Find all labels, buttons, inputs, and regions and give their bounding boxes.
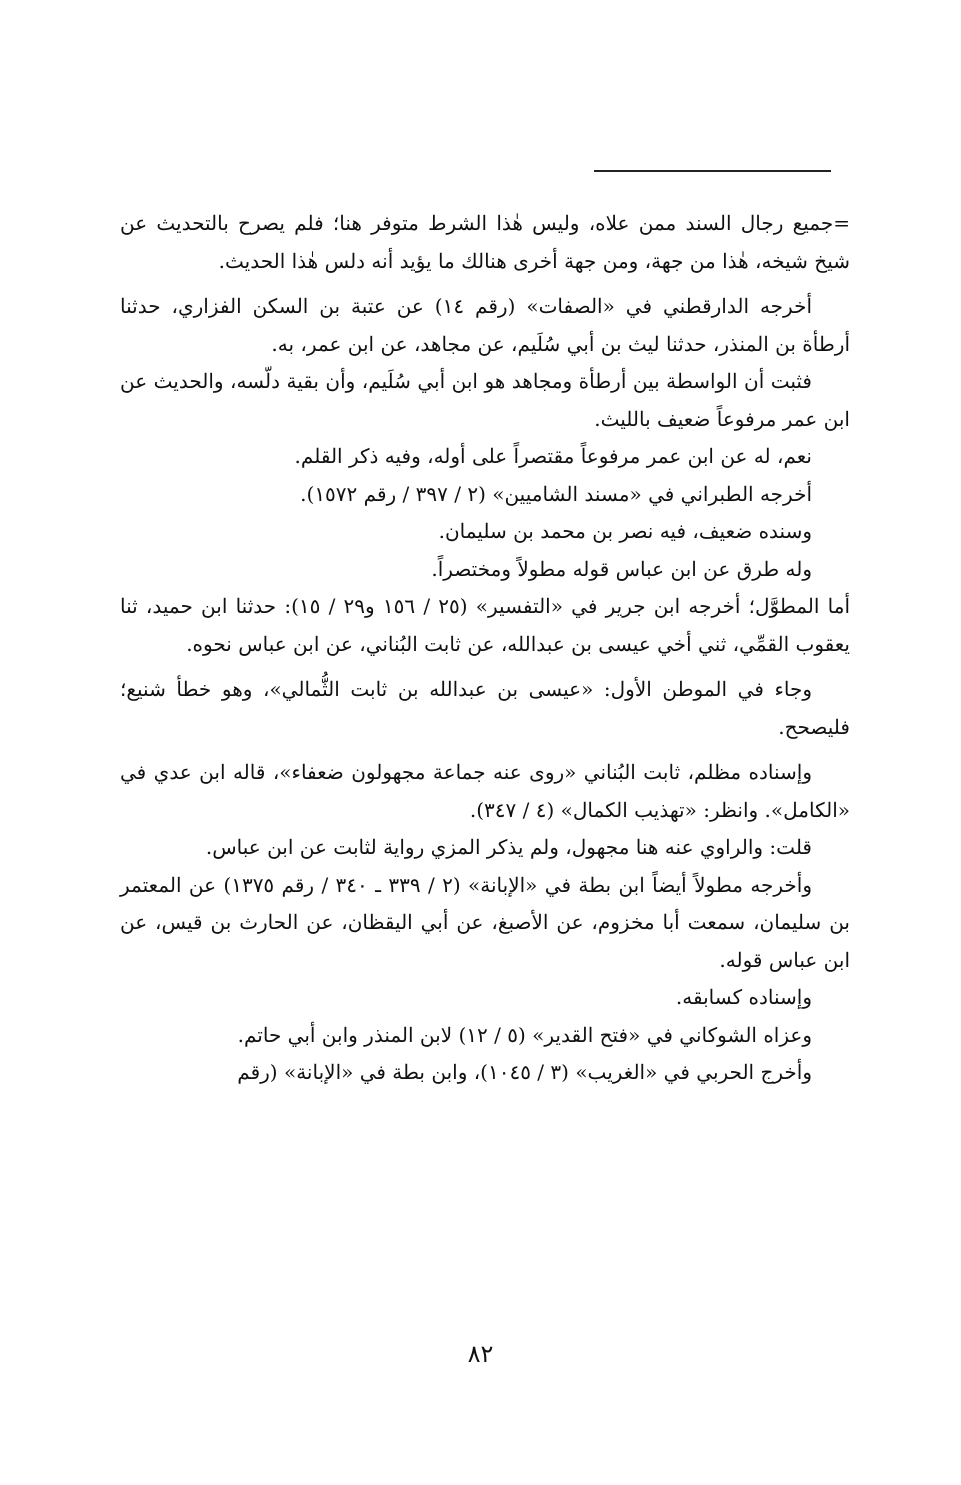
page-number: ٨٢ bbox=[467, 1340, 494, 1368]
footnote-paragraph: قلت: والراوي عنه هنا مجهول، ولم يذكر المزي رواية لثابت عن ابن عباس. bbox=[205, 835, 812, 859]
footnote-paragraph: أخرجه الطبراني في «مسند الشاميين» (٢ / ٣٩٧ / رقم ١٥٧٢). bbox=[300, 481, 812, 506]
footnote-block bbox=[120, 205, 850, 1092]
footnote-paragraph: وإسناده مظلم، ثابت البُناني «روى عنه جماعة مجهولون ضعفاء»، قاله ابن عدي في «الكامل». وانظر: «تهذيب الكمال» (٤ / ٣٤٧). bbox=[120, 760, 850, 822]
footnote-paragraph: وعزاه الشوكاني في «فتح القدير» (٥ / ١٢) لابن المنذر وابن أبي حاتم. bbox=[237, 1022, 812, 1047]
footnote-paragraph: وله طرق عن ابن عباس قوله مطولاً ومختصراً. bbox=[431, 556, 812, 581]
footnote-separator-rule bbox=[594, 170, 831, 172]
footnote-paragraph: وأخرجه مطولاً أيضاً ابن بطة في «الإبانة» (٢ / ٣٣٩ ـ ٣٤٠ / رقم ١٣٧٥) عن المعتمر بن سليمان، سمعت أبا مخزوم، عن الأصبغ، عن أبي اليقظان، عن الحارث بن قيس، عن ابن عباس قوله. bbox=[120, 872, 850, 972]
footnote-paragraph: نعم، له عن ابن عمر مرفوعاً مقتصراً على أوله، وفيه ذكر القلم. bbox=[294, 444, 812, 468]
footnote-paragraph: فثبت أن الواسطة بين أرطأة ومجاهد هو ابن أبي سُلَيم، وأن بقية دلّسه، والحديث عن ابن عمر مرفوعاً ضعيف بالليث. bbox=[120, 369, 850, 431]
footnote-paragraph: وجاء في الموطن الأول: «عيسى بن عبدالله بن ثابت الثُّمالي»، وهو خطأ شنيع؛ فليصحح. bbox=[120, 677, 850, 739]
footnote-paragraph: أخرجه الدارقطني في «الصفات» (رقم ١٤) عن عتبة بن السكن الفزاري، حدثنا أرطأة بن المنذر، حدثنا ليث بن أبي سُلَيم، عن مجاهد، عن ابن عمر، به. bbox=[120, 294, 850, 356]
footnote-paragraph: وأخرج الحربي في «الغريب» (٣ / ١٠٤٥)، وابن بطة في «الإبانة» (رقم bbox=[237, 1060, 812, 1084]
footnote-paragraph: وإسناده كسابقه. bbox=[675, 985, 812, 1009]
footnote-continuation: =جميع رجال السند ممن علاه، وليس هٰذا الشرط متوفر هنا؛ فلم يصرح بالتحديث عن شيخ شيخه، هٰذا من جهة، ومن جهة أخرى هنالك ما يؤيد أنه دلس هٰذا الحديث. bbox=[120, 211, 850, 273]
footnote-paragraph: وسنده ضعيف، فيه نصر بن محمد بن سليمان. bbox=[438, 519, 812, 543]
footnote-paragraph: أما المطوَّل؛ أخرجه ابن جرير في «التفسير» (٢٥ / ١٥٦ و٢٩ / ١٥): حدثنا ابن حميد، ثنا يعقوب القمِّي، ثني أخي عيسى بن عبدالله، عن ثابت البُناني، عن ابن عباس نحوه. bbox=[120, 594, 851, 656]
